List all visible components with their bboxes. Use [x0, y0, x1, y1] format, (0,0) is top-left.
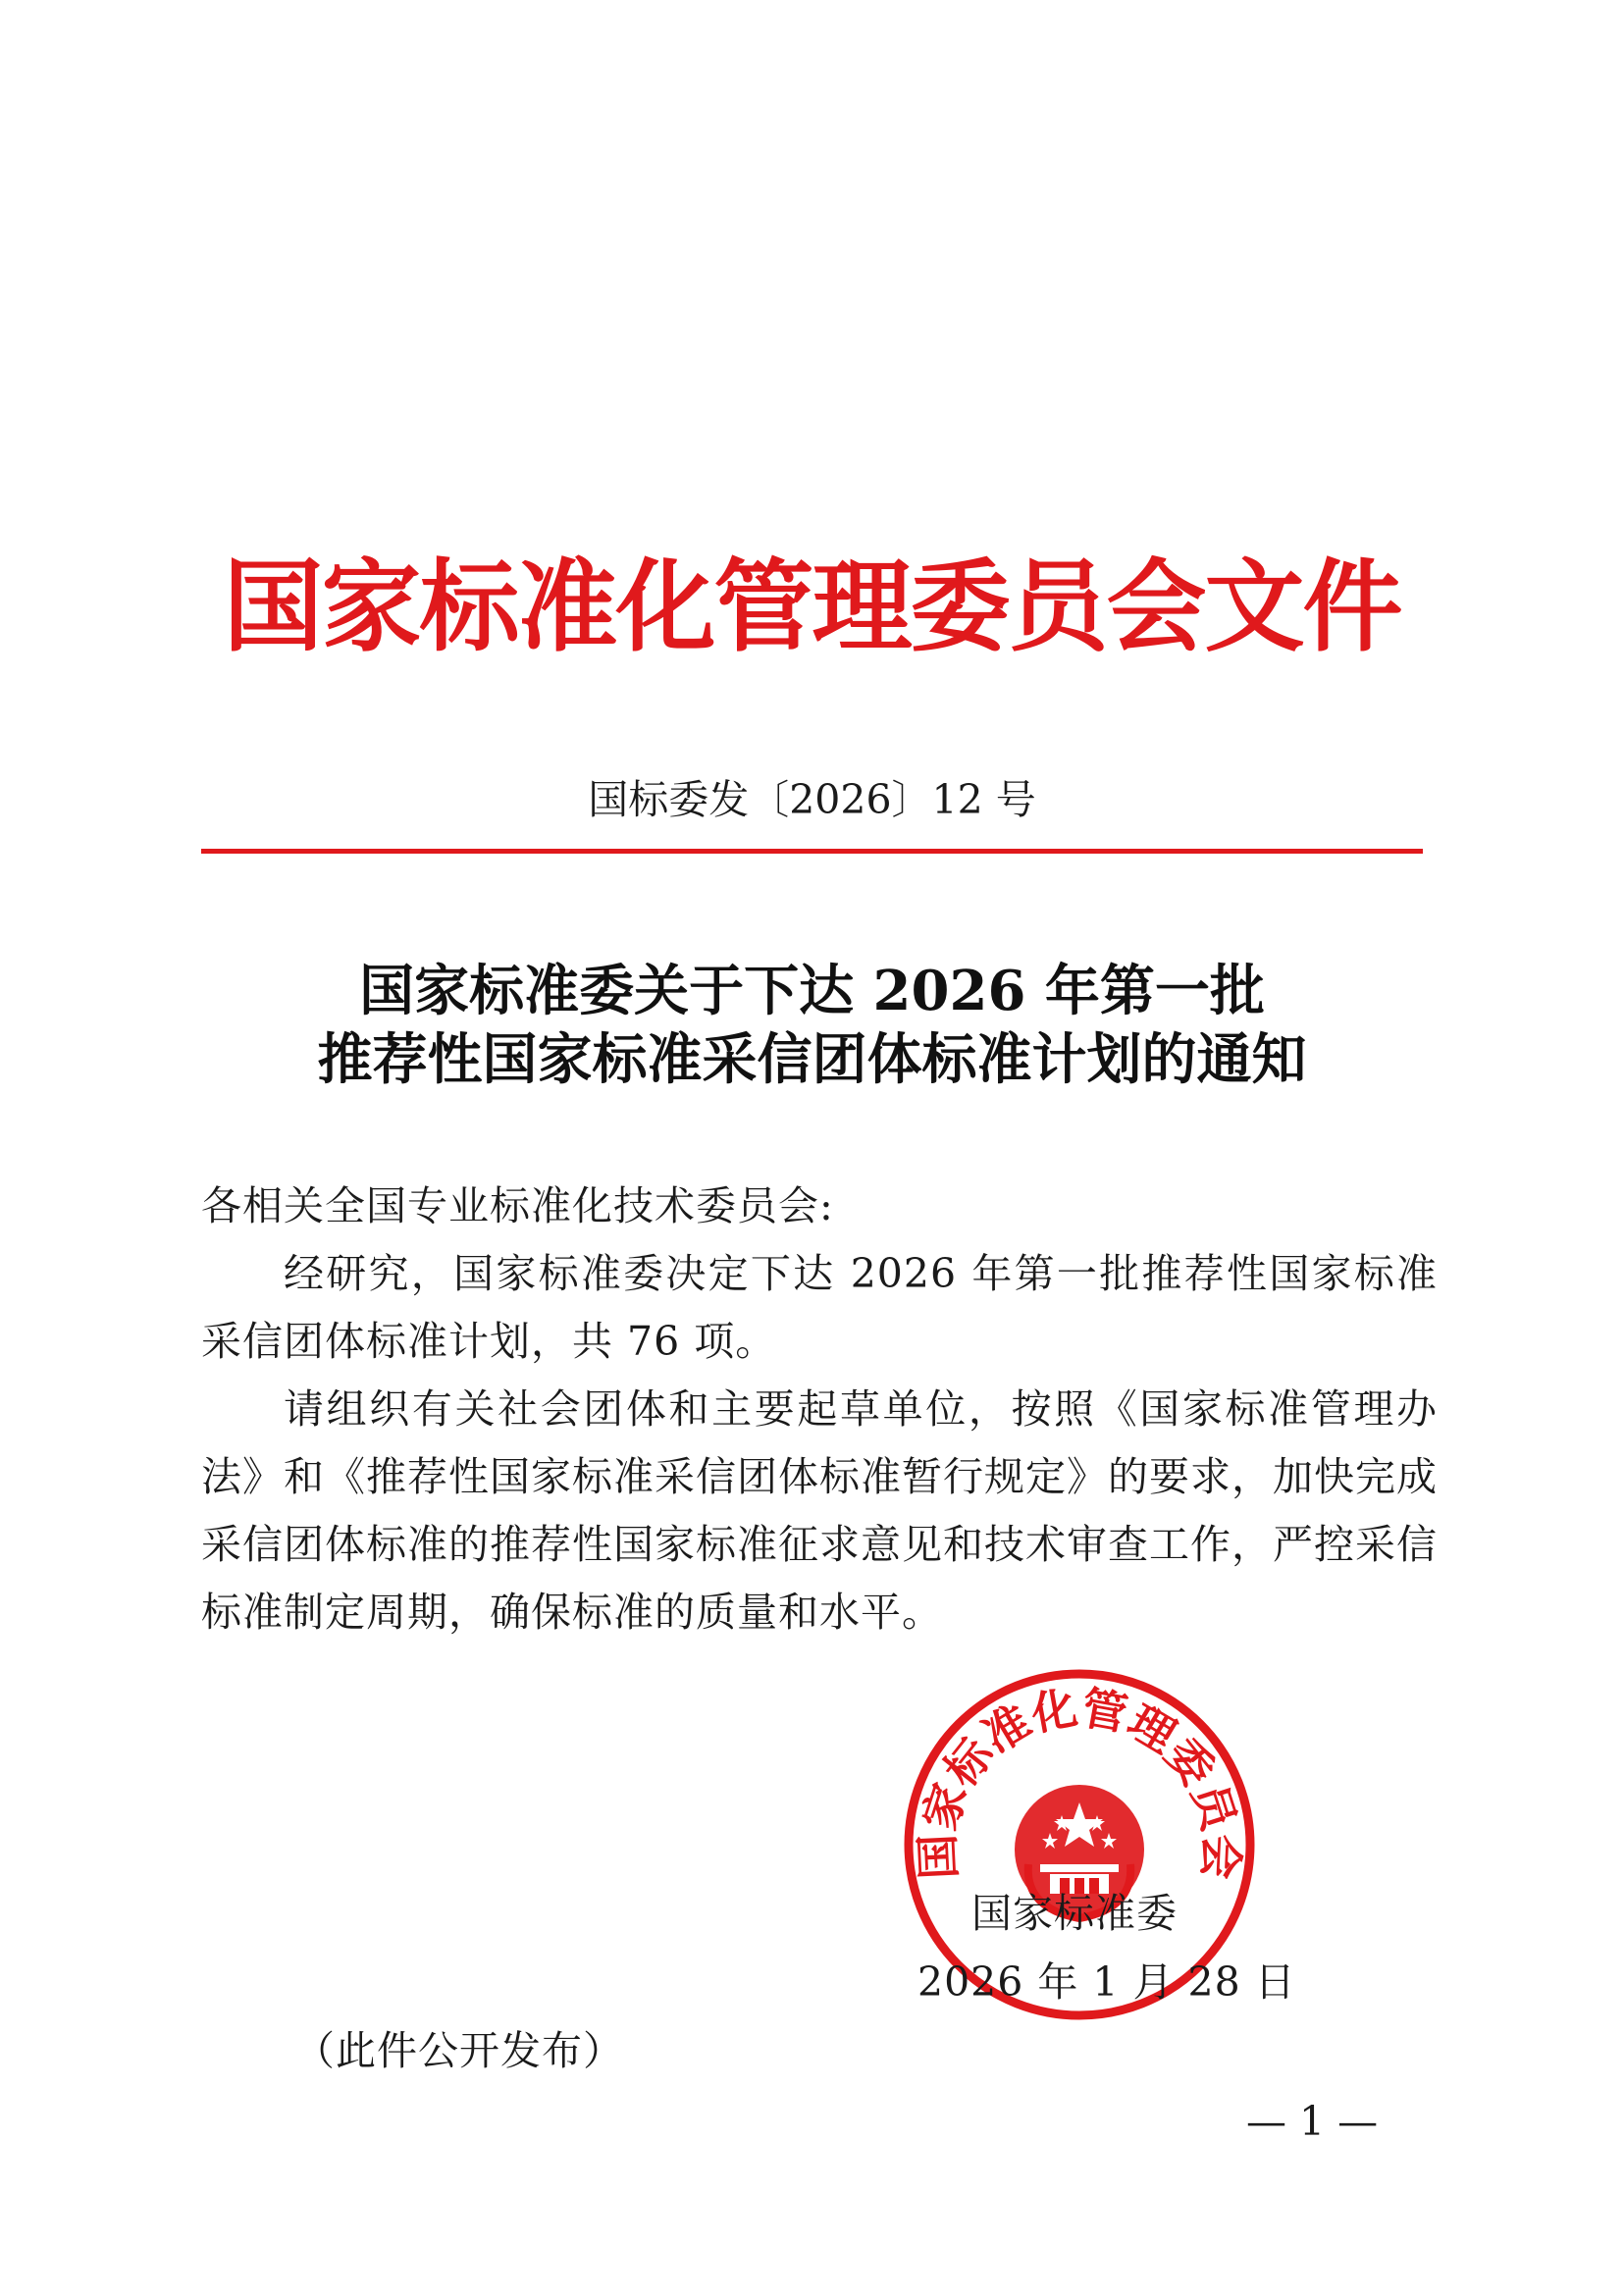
document-number: 国标委发〔2026〕12 号 — [588, 776, 1036, 823]
salutation: 各相关全国专业标准化技术委员会: — [201, 1182, 834, 1229]
page-number: — 1 — — [1246, 2098, 1379, 2145]
document-body — [201, 1173, 1438, 1646]
document-title — [201, 957, 1423, 1094]
signature-org: 国家标准委 — [971, 1890, 1178, 1937]
red-divider — [201, 849, 1423, 854]
title-line-2: 推荐性国家标准采信团体标准计划的通知 — [317, 1027, 1307, 1092]
title-line-1: 国家标准委关于下达 2026 年第一批 — [359, 959, 1265, 1023]
body-paragraph-1: 经研究，国家标准委决定下达 2026 年第一批推荐性国家标准采信团体标准计划，共 76 项。 — [201, 1250, 1438, 1365]
signature-date: 2026 年 1 月 28 日 — [917, 1958, 1296, 2006]
seal-text: 国家标准化管理委员会 — [911, 1681, 1248, 1881]
document-masthead: 国家标准化管理委员会文件 — [223, 549, 1401, 666]
body-paragraph-2: 请组织有关社会团体和主要起草单位，按照《国家标准管理办法》和《推荐性国家标准采信团体标准暂行规定》的要求，加快完成采信团体标准的推荐性国家标准征求意见和技术审查工作，严控采信标准制定周期，确保标准的质量和水平。 — [201, 1385, 1438, 1636]
public-release-note: （此件公开发布） — [294, 2027, 624, 2074]
